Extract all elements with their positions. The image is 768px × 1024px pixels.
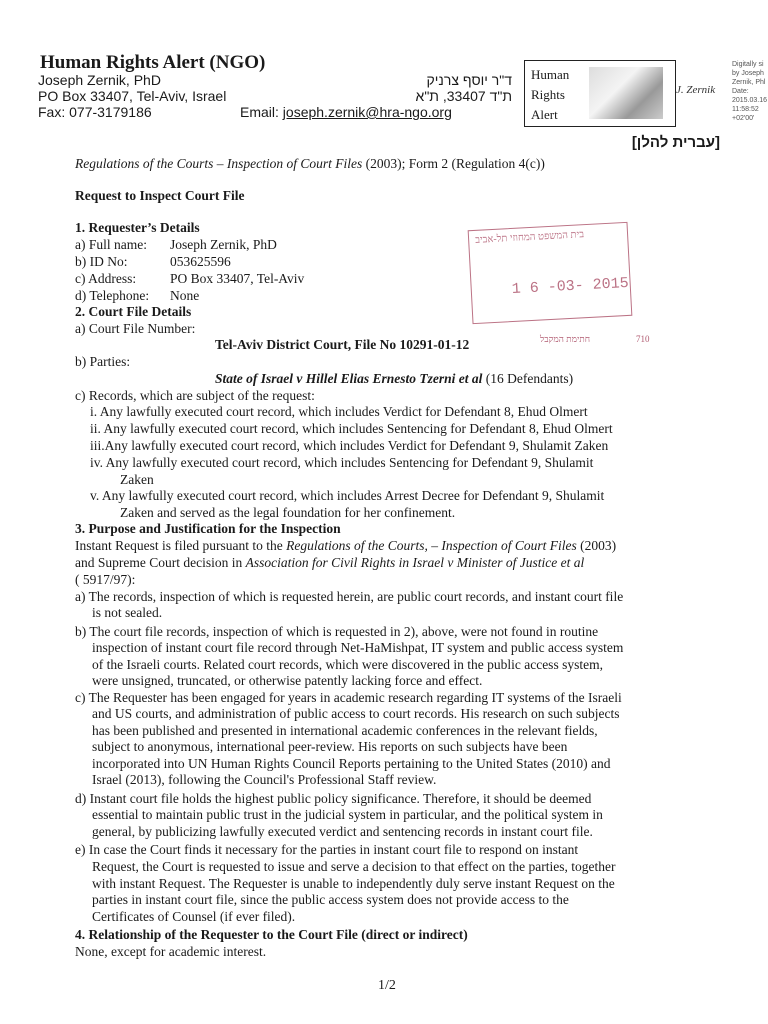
justification-line: essential to maintain public trust in the judicial system in particular, and the political system in (92, 807, 603, 822)
record-item: iii.Any lawfully executed court record, which includes Verdict for Defendant 9, Shulamit Zaken (90, 438, 609, 453)
court-received-stamp (468, 222, 633, 324)
record-item: i. Any lawfully executed court record, which includes Verdict for Defendant 8, Ehud Olmert (90, 404, 588, 419)
section-1-heading: 1. Requester’s Details (75, 220, 200, 235)
email-line (240, 104, 452, 120)
field-label: d) Telephone: (75, 288, 150, 303)
digital-signature-note: Digitally si by Joseph Zernik, Phl Date: 2015.03.16 11:58:52 +02'00' (732, 61, 768, 122)
section-3-heading: 3. Purpose and Justification for the Inspection (75, 521, 341, 536)
record-item-cont: Zaken and served as the legal foundation for her confinement. (120, 505, 456, 520)
stamp-court-name: בית המשפט המחוזי תל-אביב (474, 229, 585, 246)
justification-line: a) The records, inspection of which is requested herein, are public court records, and instant court file (75, 589, 624, 604)
hebrew-address: ת"ד 33407, ת"א (415, 88, 512, 104)
field-label: b) ID No: (75, 254, 128, 269)
justification-line: general, by publicizing lawfully executed verdict and sentencing records in instant court file. (92, 824, 593, 839)
court-file-number-label: a) Court File Number: (75, 321, 196, 336)
justification-line: Request, the Court is requested to issue and serve a decision to that effect on the parties, together (92, 859, 616, 874)
hebrew-name: ד"ר יוסף צרניק (426, 72, 512, 88)
justification-line: of the Israeli courts. Related court records, which were discovered in the public access system, (92, 657, 603, 672)
parties-line (215, 371, 573, 387)
justification-line: d) Instant court file holds the highest public policy significance. Therefore, it should be deemed (75, 791, 592, 806)
page-number: 1/2 (378, 978, 396, 993)
requester-row (75, 254, 128, 270)
justification-line: inspection of instant court file record through Net-HaMishpat, IT system and public access system (92, 640, 624, 655)
requester-row (75, 271, 136, 287)
logo-text-rights: Rights (531, 87, 565, 102)
field-label: a) Full name: (75, 237, 147, 252)
justification-line: were unsigned, truncated, or otherwise patently lacking force and effect. (92, 673, 483, 688)
justification-line: with instant Request. The Requester is unable to independently duly serve instant Request on the (92, 876, 615, 891)
logo-text-human: Human (531, 67, 570, 82)
hebrew-below-note: [עברית להלן] (631, 134, 720, 151)
court-file-number: Tel-Aviv District Court, File No 10291-01-12 (215, 337, 470, 352)
justification-line: parties in instant court file, since the public access system does not provide access to the (92, 892, 569, 907)
intro-regs: Regulations of the Courts, – Inspection of Court Files (286, 538, 577, 553)
hra-logo (524, 60, 676, 127)
stamp-date: 1 6 -03- 2015 (511, 274, 630, 299)
requester-value: PO Box 33407, Tel-Aviv (170, 271, 305, 286)
section-2-heading: 2. Court File Details (75, 304, 192, 319)
requester-value: Joseph Zernik, PhD (170, 237, 277, 252)
org-title: Human Rights Alert (NGO) (40, 52, 266, 73)
email-label: Email: (240, 104, 283, 120)
email-link[interactable]: joseph.zernik@hra-ngo.org (282, 104, 452, 120)
record-item-cont: Zaken (120, 472, 154, 487)
intro-text: and Supreme Court decision in (75, 555, 246, 570)
intro-text: Instant Request is filed pursuant to the (75, 538, 287, 553)
section-3-intro: ( 5917/97): (75, 572, 136, 587)
regulations-title: Regulations of the Courts – Inspection of Court Files (75, 156, 363, 171)
section-4-text: None, except for academic interest. (75, 944, 267, 959)
requester-value: None (170, 288, 200, 303)
section-4-heading: 4. Relationship of the Requester to the Court File (direct or indirect) (75, 927, 468, 942)
logo-image (589, 67, 663, 119)
section-3-intro (75, 555, 584, 571)
logo-text-alert: Alert (531, 107, 558, 122)
record-item: iv. Any lawfully executed court record, which includes Sentencing for Defendant 9, Shulamit (90, 455, 594, 470)
requester-row (75, 237, 147, 253)
justification-line: Israel (2013), following the Council's Professional Staff review. (92, 772, 437, 787)
author-address: PO Box 33407, Tel-Aviv, Israel (38, 88, 227, 104)
justification-line: c) The Requester has been engaged for years in academic research regarding IT systems of the Israeli (75, 690, 622, 705)
regulations-rest: (2003); Form 2 (Regulation 4(c)) (362, 156, 545, 171)
request-title: Request to Inspect Court File (75, 188, 245, 203)
justification-line: and US courts, and administration of public access to court records. His research on such subjects (92, 706, 620, 721)
justification-line: b) The court file records, inspection of which is requested in 2), above, were not found in routine (75, 624, 599, 639)
parties-count: (16 Defendants) (482, 371, 574, 386)
regulations-line (75, 156, 545, 172)
record-item: v. Any lawfully executed court record, which includes Arrest Decree for Defendant 9, Shulamit (90, 488, 605, 503)
records-label: c) Records, which are subject of the request: (75, 388, 315, 403)
justification-line: incorporated into UN Human Rights Council Reports pertaining to the United States (2010) and (92, 756, 611, 771)
justification-line: has been published and presented in international academic conferences in the relevant fields, (92, 723, 598, 738)
justification-line: Certificates of Counsel (if ever filed). (92, 909, 296, 924)
record-item: ii. Any lawfully executed court record, which includes Sentencing for Defendant 8, Ehud Olmert (90, 421, 613, 436)
parties-name: State of Israel v Hillel Elias Ernesto Tzerni et al (215, 371, 483, 386)
stamp-receiver-label: חתימת המקבל (540, 334, 591, 344)
stamp-number: 710 (636, 334, 650, 344)
requester-row (75, 288, 149, 304)
intro-case: Association for Civil Rights in Israel v Minister of Justice et al (245, 555, 585, 570)
author-fax: Fax: 077-3179186 (38, 104, 152, 120)
signature: J. Zernik (676, 84, 716, 96)
section-3-intro (75, 538, 616, 554)
justification-line: subject to anonymous, international peer-review. His reports on such subjects have been (92, 739, 568, 754)
field-label: c) Address: (75, 271, 137, 286)
requester-value: 053625596 (170, 254, 231, 269)
justification-line: is not sealed. (92, 605, 163, 620)
author-name: Joseph Zernik, PhD (38, 72, 161, 88)
intro-year: (2003) (576, 538, 617, 553)
parties-label: b) Parties: (75, 354, 131, 369)
justification-line: e) In case the Court finds it necessary for the parties in instant court file to respond on instant (75, 842, 579, 857)
